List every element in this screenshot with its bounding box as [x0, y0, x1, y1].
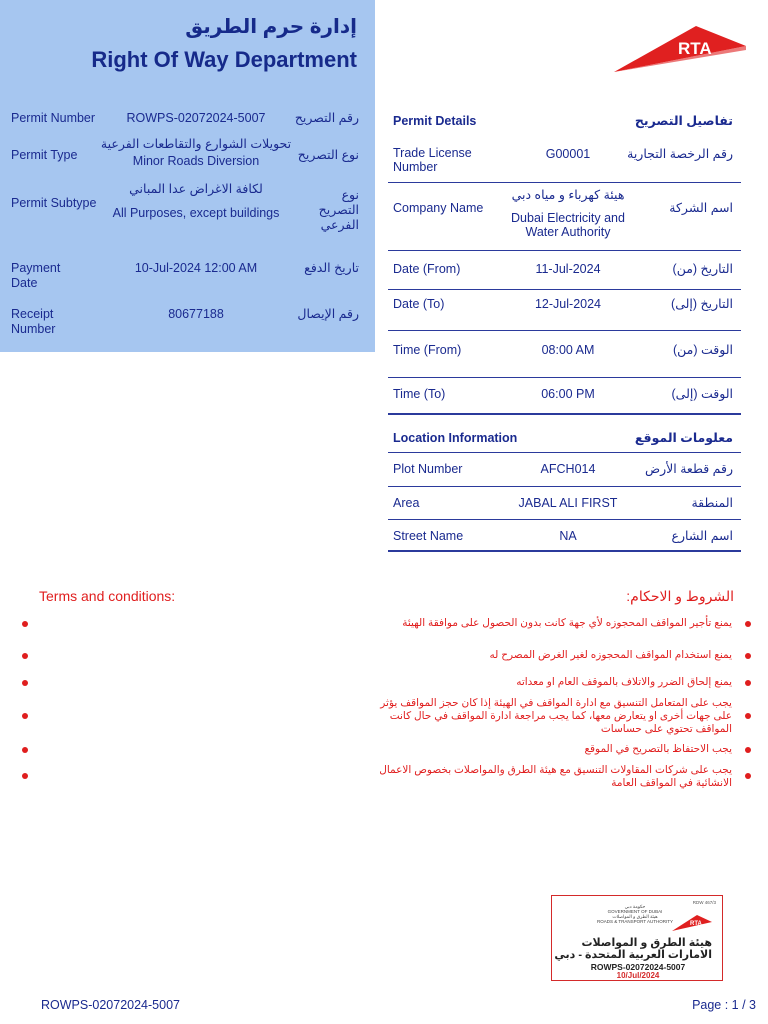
label-ar: نوع التصريح: [297, 148, 359, 162]
label-ar: رقم قطعة الأرض: [645, 462, 733, 476]
bullet-icon: [22, 680, 28, 686]
bullet-icon: [745, 713, 751, 719]
bullet-icon: [22, 747, 28, 753]
label-ar: التاريخ (إلى): [671, 297, 733, 311]
label-en: Receipt Number: [11, 307, 56, 336]
bullet-icon: [22, 621, 28, 627]
label-ar: الوقت (إلى): [671, 387, 733, 401]
stamp-country: الامارات العربية المتحدة - دبي: [554, 949, 712, 961]
value: Minor Roads Diversion: [132, 154, 260, 168]
term-item: يمنع تأجير المواقف المحجوزه لأي جهة كانت بدون الحصول على موافقة الهيئة: [402, 617, 732, 629]
label-en: Permit Number: [11, 111, 96, 125]
divider: [388, 289, 741, 290]
bullet-icon: [745, 747, 751, 753]
label-ar: رقم الرخصة التجارية: [627, 147, 733, 161]
label-en: Time (To): [393, 387, 446, 401]
terms-heading-en: Terms and conditions:: [39, 588, 176, 604]
value-ar: لكافة الاغراض عدا المباني: [129, 182, 263, 196]
divider: [388, 250, 741, 251]
label-en: Permit Type: [11, 148, 78, 162]
value: 06:00 PM: [541, 387, 595, 401]
value: All Purposes, except buildings: [112, 206, 280, 220]
label-ar: التاريخ (من): [672, 262, 733, 276]
stamp-government: حكومة دبي GOVERNMENT OF DUBAI هيئة الطرق و المواصلات ROADS & TRANSPORT AUTHORITY: [596, 904, 673, 924]
term-item: يجب على المتعامل التنسيق مع ادارة المواقف في الهيئة إذا كان حجز المواقف يؤثر على جهات أخرى او يتعارض معها، كما يجب مراجعة ادارة المواقف في حال كانت المواقف تحتوي على حساسات: [380, 697, 732, 735]
value-ar: تحويلات الشوارع والتقاطعات الفرعية: [100, 137, 292, 151]
value: ROWPS-02072024-5007: [126, 111, 266, 125]
value: 11-Jul-2024: [535, 262, 601, 276]
value: NA: [559, 529, 577, 543]
rta-logo-text: RTA: [678, 39, 712, 58]
bullet-icon: [745, 773, 751, 779]
label-en: Date (To): [393, 297, 445, 311]
stamp-permit-number: ROWPS-02072024-5007: [590, 962, 686, 972]
bullet-icon: [745, 653, 751, 659]
rta-stamp: [551, 895, 723, 981]
value: G00001: [545, 147, 591, 161]
term-item: يمنع إلحاق الضرر والاتلاف بالموقف العام او معداته: [516, 676, 732, 688]
permit-summary-panel: [0, 0, 375, 352]
label-en: Street Name: [393, 529, 464, 543]
bullet-icon: [22, 713, 28, 719]
divider: [388, 377, 741, 378]
label-ar: رقم الإيصال: [297, 307, 359, 321]
stamp-authority: هيئة الطرق و المواصلات: [581, 937, 712, 949]
label-en: Trade License Number: [393, 146, 472, 174]
label-ar: الوقت (من): [673, 343, 733, 357]
bullet-icon: [745, 680, 751, 686]
value: AFCH014: [540, 462, 596, 476]
value-ar: هيئة كهرباء و مياه دبي: [511, 188, 625, 202]
footer-permit-number: ROWPS-02072024-5007: [41, 998, 180, 1012]
bullet-icon: [22, 773, 28, 779]
label-en: Plot Number: [393, 462, 463, 476]
divider: [388, 182, 741, 183]
term-item: يمنع استخدام المواقف المحجوزه لغير الغرض المصرح له: [489, 649, 732, 661]
divider: [388, 486, 741, 487]
heading-ar: معلومات الموقع: [634, 431, 733, 445]
value: 10-Jul-2024 12:00 AM: [134, 261, 258, 275]
label-ar: اسم الشركة: [669, 201, 733, 215]
label-en: Permit Subtype: [11, 196, 97, 210]
terms-heading-ar: الشروط و الاحكام:: [626, 588, 734, 604]
label-ar: المنطقة: [691, 496, 733, 510]
divider: [388, 452, 741, 453]
term-item: يجب على شركات المقاولات التنسيق مع هيئة الطرق والمواصلات بخصوص الاعمال الانشائية في المواقف العامة: [379, 764, 732, 789]
department-title-ar: إدارة حرم الطريق: [185, 16, 357, 38]
label-en: Area: [393, 496, 420, 510]
value: 12-Jul-2024: [534, 297, 601, 311]
heading-ar: تفاصيل التصريح: [634, 114, 733, 128]
label-en: Payment Date: [11, 261, 61, 290]
stamp-number: RDW 467/3: [692, 900, 716, 905]
value: 08:00 AM: [541, 343, 595, 357]
divider: [388, 330, 741, 331]
label-en: Company Name: [393, 201, 484, 215]
value: JABAL ALI FIRST: [518, 496, 618, 510]
label-ar: رقم التصريح: [294, 111, 359, 125]
term-item: يجب الاحتفاظ بالتصريح في الموقع: [584, 743, 732, 755]
stamp-date: 10/Jul/2024: [616, 971, 660, 980]
value: 80677188: [168, 307, 224, 321]
section-divider: [388, 413, 741, 415]
label-en: Date (From): [393, 262, 461, 276]
svg-text:RTA: RTA: [690, 921, 702, 927]
heading-en: Permit Details: [393, 114, 477, 128]
rta-logo: [614, 24, 746, 76]
divider: [388, 519, 741, 520]
label-ar: تاريخ الدفع: [304, 261, 359, 275]
section-divider: [388, 550, 741, 552]
department-title-en: Right Of Way Department: [91, 47, 357, 72]
value: Dubai Electricity and Water Authority: [511, 211, 625, 239]
label-ar: نوع التصريح الفرعي: [318, 188, 359, 232]
bullet-icon: [22, 653, 28, 659]
page-indicator: Page : 1 / 3: [692, 998, 756, 1012]
stamp-rta-logo: [672, 914, 712, 932]
heading-en: Location Information: [393, 431, 518, 445]
label-en: Time (From): [393, 343, 462, 357]
bullet-icon: [745, 621, 751, 627]
label-ar: اسم الشارع: [671, 529, 733, 543]
